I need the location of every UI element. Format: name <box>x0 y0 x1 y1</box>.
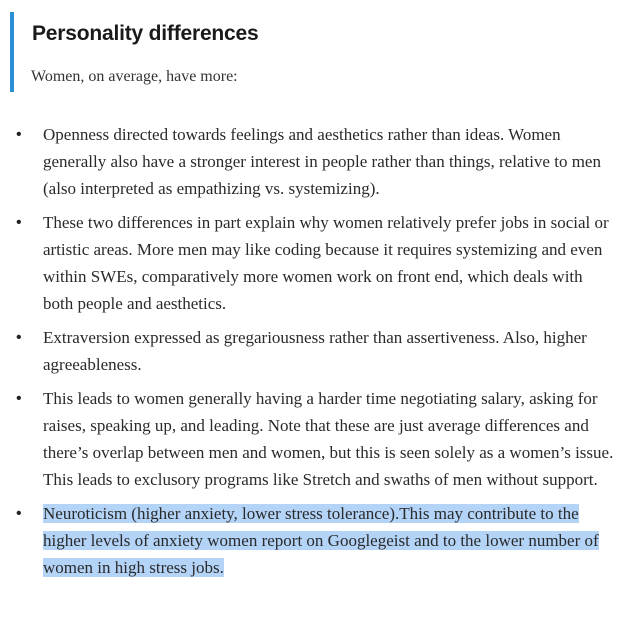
section-title: Personality differences <box>32 22 259 45</box>
list-item <box>0 121 633 202</box>
section-subtitle: Women, on average, have more: <box>31 68 238 85</box>
list-item <box>0 209 633 317</box>
bullet-list <box>0 121 633 588</box>
bullet-marker: • <box>16 390 22 407</box>
list-item-text[interactable]: These two differences in part explain why women relatively prefer jobs in social or artistic areas. More men may like coding because it requires systemizing and even within SWEs, comparatively more women work on front end, which deals with both people and aesthetics. <box>43 213 609 313</box>
list-item-text[interactable]: Extraversion expressed as gregariousness rather than assertiveness. Also, higher agreeableness. <box>43 328 587 374</box>
list-item <box>0 324 633 378</box>
section-header <box>10 12 624 92</box>
list-item-text[interactable]: This leads to women generally having a harder time negotiating salary, asking for raises, speaking up, and leading. Note that these are just average differences and there’s overlap between men and women, but this is seen solely as a women’s issue. This leads to exclusory programs like Stretch and swaths of men without support. <box>43 389 614 489</box>
list-item <box>0 385 633 493</box>
bullet-marker: • <box>16 505 22 522</box>
bullet-marker: • <box>16 329 22 346</box>
bullet-marker: • <box>16 126 22 143</box>
list-item-text[interactable]: Openness directed towards feelings and aesthetics rather than ideas. Women generally also have a stronger interest in people rather than things, relative to men (also interpreted as empathizing vs. systemizing). <box>43 125 601 198</box>
bullet-marker: • <box>16 214 22 231</box>
selected-text[interactable]: Neuroticism (higher anxiety, lower stress tolerance).This may contribute to the higher levels of anxiety women report on Googlegeist and to the lower number of women in high stress jobs. <box>43 504 599 577</box>
list-item-selected <box>0 500 633 581</box>
